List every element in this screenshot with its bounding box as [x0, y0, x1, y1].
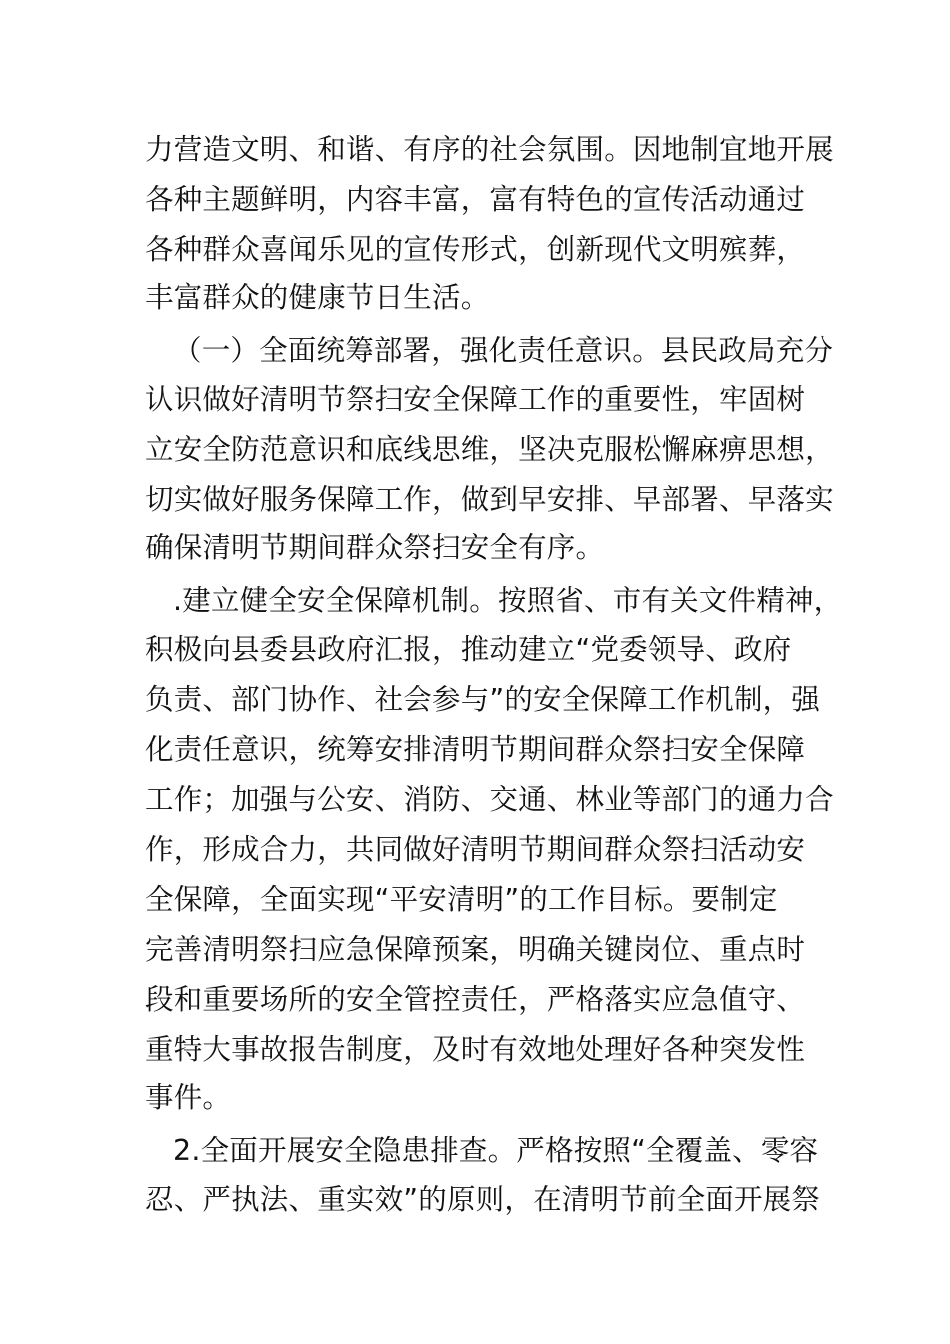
text-line: 确保清明节期间群众祭扫安全有序。 — [145, 531, 605, 564]
text-line: 丰富群众的健康节日生活。 — [145, 281, 490, 314]
text-line: 重特大事故报告制度，及时有效地处理好各种突发性 — [145, 1033, 806, 1066]
text-line: 忍、严执法、重实效”的原则，在清明节前全面开展祭 — [145, 1183, 821, 1216]
text-line: .建立健全安全保障机制。按照省、市有关文件精神， — [173, 584, 843, 617]
text-line: 工作；加强与公安、消防、交通、林业等部门的通力合 — [145, 783, 834, 816]
text-line: 切实做好服务保障工作，做到早安排、早部署、早落实 — [145, 483, 834, 516]
text-line: 化责任意识，统筹安排清明节期间群众祭扫安全保障 — [145, 733, 806, 766]
text-line: 各种主题鲜明，内容丰富，富有特色的宣传活动通过 — [145, 183, 806, 216]
text-line: 力营造文明、和谐、有序的社会氛围。因地制宜地开展 — [145, 133, 834, 166]
text-line: 负责、部门协作、社会参与”的安全保障工作机制，强 — [145, 683, 821, 716]
text-line: 2.全面开展安全隐患排查。严格按照“全覆盖、零容 — [173, 1134, 819, 1167]
text-line: 积极向县委县政府汇报，推动建立“党委领导、政府 — [145, 633, 792, 666]
text-line: 认识做好清明节祭扫安全保障工作的重要性，牢固树 — [145, 383, 806, 416]
text-line: 立安全防范意识和底线思维，坚决克服松懈麻痹思想， — [145, 433, 834, 466]
text-line: （一）全面统筹部署，强化责任意识。县民政局充分 — [173, 334, 834, 367]
text-line: 各种群众喜闻乐见的宣传形式，创新现代文明殡葬， — [145, 233, 806, 266]
text-line: 作，形成合力，共同做好清明节期间群众祭扫活动安 — [145, 833, 806, 866]
text-line: 事件。 — [145, 1081, 232, 1114]
text-line: 完善清明祭扫应急保障预案，明确关键岗位、重点时 — [145, 933, 806, 966]
text-line: 段和重要场所的安全管控责任，严格落实应急值守、 — [145, 983, 806, 1016]
text-line: 全保障，全面实现“平安清明”的工作目标。要制定 — [145, 883, 778, 916]
